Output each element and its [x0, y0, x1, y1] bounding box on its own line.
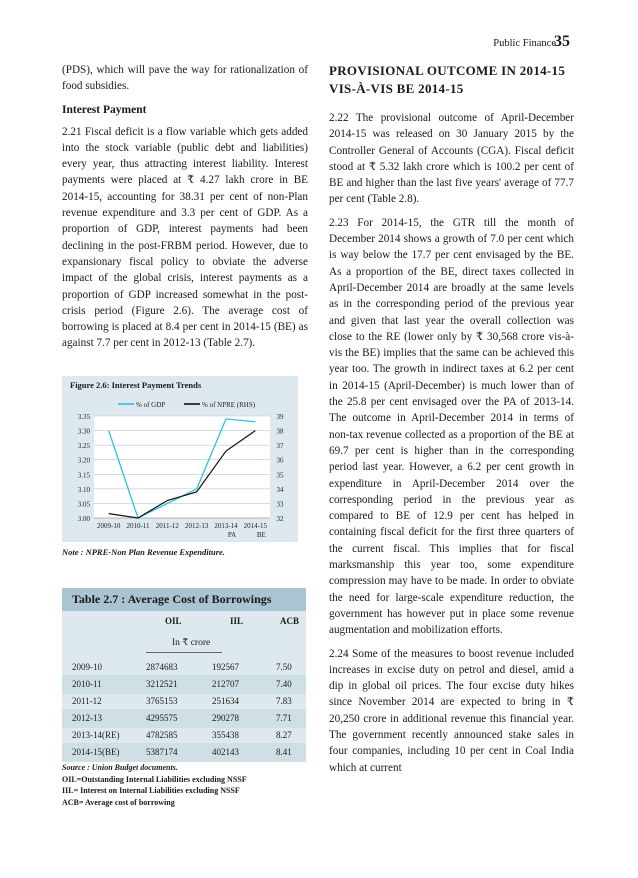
legend-label: % of NPRE (RHS) — [202, 401, 256, 409]
section-heading-interest: Interest Payment — [62, 103, 147, 116]
right-column — [329, 62, 574, 776]
legend-label: % of GDP — [136, 401, 166, 409]
right-tick-label: 33 — [276, 500, 284, 509]
section-heading-provisional — [329, 62, 574, 98]
left-tick-label: 3.10 — [77, 485, 90, 494]
table-unit: In ₹ crore — [172, 638, 211, 648]
table-cell: 4782585 — [146, 730, 178, 740]
figure-title: Figure 2.6: Interest Payment Trends — [70, 380, 202, 390]
paragraph-2-22: 2.22 The provisional outcome of April-December 2014-15 was released on 30 January 2015 by the Controller General of Accounts (CGA). Fiscal deficit stood at ₹ 5.32 lakh crore which is 100.2 per cent of BE and higher than the last five years' average of 77.7 per cent (Table 2.8). — [329, 112, 574, 206]
figure-note: Note : NPRE-Non Plan Revenue Expenditure. — [62, 547, 225, 557]
table-cell: 192567 — [212, 662, 239, 672]
x-tick-label: 2012-13 — [184, 522, 209, 530]
figure-2-6 — [62, 376, 298, 542]
table-cell: 251634 — [212, 696, 239, 706]
table-cell: 8.27 — [276, 730, 292, 740]
left-tick-label: 3.35 — [77, 413, 90, 421]
left-tick-label: 3.20 — [77, 456, 90, 465]
intro-paragraph: (PDS), which will pave the way for rationalization of food subsidies. — [62, 64, 308, 93]
left-tick-label: 3.00 — [77, 515, 90, 523]
left-tick-label: 3.30 — [77, 427, 90, 436]
table-title: Table 2.7 : Average Cost of Borrowings — [62, 588, 306, 611]
interest-payment-chart — [62, 382, 298, 542]
table-cell: 8.41 — [276, 747, 292, 757]
definition-iil: IIL= Interest on Internal Liabilities excluding NSSF — [62, 786, 240, 795]
running-header: Public Finance — [493, 38, 556, 49]
x-tick-label: BE — [256, 531, 266, 539]
table-cell: 2011-12 — [72, 696, 102, 706]
table-cell: 7.40 — [276, 679, 292, 689]
table-cell: 7.83 — [276, 696, 292, 706]
table-cell: 2010-11 — [72, 679, 102, 689]
x-tick-label: 2009-10 — [96, 522, 121, 530]
x-tick-label: PA — [227, 531, 237, 539]
x-tick-label: 2010-11 — [126, 522, 150, 530]
table-cell: 2009-10 — [72, 662, 102, 672]
left-tick-label: 3.05 — [77, 500, 90, 509]
table-cell: 212707 — [212, 679, 239, 689]
right-tick-label: 34 — [276, 485, 284, 494]
table-cell: 5387174 — [146, 747, 178, 757]
x-tick-label: 2014-15 — [243, 522, 268, 530]
source-line: Source : Union Budget documents. — [62, 763, 178, 772]
definition-oil: OIL=Outstanding Internal Liabilities excluding NSSF — [62, 774, 247, 784]
x-tick-label: 2011-12 — [155, 522, 179, 530]
table-2-7 — [62, 588, 306, 760]
table-cell: 4295575 — [146, 713, 178, 723]
paragraph-2-21: 2.21 Fiscal deficit is a flow variable which gets added into the stock variable (public debt and liabilities) every year, thus attracting interest liability. Interest payments were placed at ₹ 4.27 lakh crore in BE 2014-15, accounting for 38.31 per cent of non-Plan revenue expenditure and 3.3 per cent of GDP. As a proportion of GDP, interest payments had been declining in the post-FRBM period. However, due to expansionary fiscal policy to obviate the adverse impact of the global crisis, interest payments as a proportion of GDP increased somewhat in the post-crisis period (Figure 2.6). The average cost of borrowing is placed at 8.4 per cent in 2014-15 (BE) as against 7.7 per cent in 2012-13 (Table 2.7). — [62, 125, 308, 350]
right-tick-label: 36 — [276, 456, 284, 465]
right-tick-label: 38 — [276, 427, 284, 436]
right-tick-label: 37 — [276, 442, 284, 451]
table-cell: 2014-15(BE) — [72, 747, 120, 757]
heading-line-2: VIS-À-VIS BE 2014-15 — [329, 81, 464, 96]
left-column — [62, 62, 308, 352]
col-header-acb: ACB — [280, 616, 300, 626]
page-number: 35 — [554, 33, 570, 50]
paragraph-2-24: 2.24 Some of the measures to boost revenue included increases in excise duty on petrol and diesel, amid a dip in global oil prices. The four excise duty hikes since November 2014 are expected to bring in ₹ 20,250 crore in additional revenue this financial year. The government recently announced stake sales in four companies, including 10 per cent in Coal India which at current — [329, 647, 574, 774]
right-tick-label: 32 — [276, 515, 284, 523]
table-cell: 2013-14(RE) — [72, 730, 120, 740]
table-cell: 2012-13 — [72, 713, 102, 723]
col-header-iil: IIL — [230, 616, 244, 626]
col-header-oil: OIL — [165, 616, 182, 626]
table-header — [62, 611, 306, 635]
heading-line-1: PROVISIONAL OUTCOME IN 2014-15 — [329, 63, 566, 78]
table-cell: 7.71 — [276, 713, 292, 723]
table-cell: 7.50 — [276, 662, 292, 672]
right-tick-label: 39 — [276, 413, 284, 421]
left-tick-label: 3.15 — [77, 471, 90, 480]
unit-divider — [146, 652, 222, 653]
table-source — [62, 762, 312, 808]
right-tick-label: 35 — [276, 471, 284, 480]
table-row — [62, 743, 306, 762]
left-tick-label: 3.25 — [77, 442, 90, 451]
table-cell: 3765153 — [146, 696, 178, 706]
table-cell: 402143 — [212, 747, 239, 757]
table-cell: 290278 — [212, 713, 239, 723]
definition-acb: ACB= Average cost of borrowing — [62, 797, 175, 807]
x-tick-label: 2013-14 — [214, 522, 238, 530]
table-cell: 2874683 — [146, 662, 178, 672]
paragraph-2-23: 2.23 For 2014-15, the GTR till the month of December 2014 shows a growth of 7.0 per cent which is way below the 17.7 per cent envisaged by the BE. As a proportion of the BE, direct taxes collected in April-December 2014 are broadly at the same levels as in the corresponding period of the previous year and given that last year the overall collection was close to the RE (lower only by ₹ 30,568 crore vis-à-vis the BE) implies that the same can be achieved this year too. The growth in indirect taxes at 6.2 per cent in 2014-15 (April-December) is much lower than of the 25.8 per cent envisaged over the PA of 2013-14. The outcome in April-December 2014 in terms of non-tax revenue collected as a proportion of the BE at 69.7 per cent is higher than in the corresponding period last year. However, a 6.2 per cent growth in expenditure in April-December 2014 over the corresponding period in the previous year as compared to BE of 12.9 per cent has helped in containing fiscal deficit for the first three quarters of the current fiscal. This implies that for fiscal marksmanship this year too, some expenditure compression may have to be made. In order to obviate the need for large-scale expenditure reduction, the government has however put in place some revenue augmentation and mobilization efforts. — [329, 216, 574, 637]
table-cell: 3212521 — [146, 679, 178, 689]
table-cell: 355438 — [212, 730, 239, 740]
